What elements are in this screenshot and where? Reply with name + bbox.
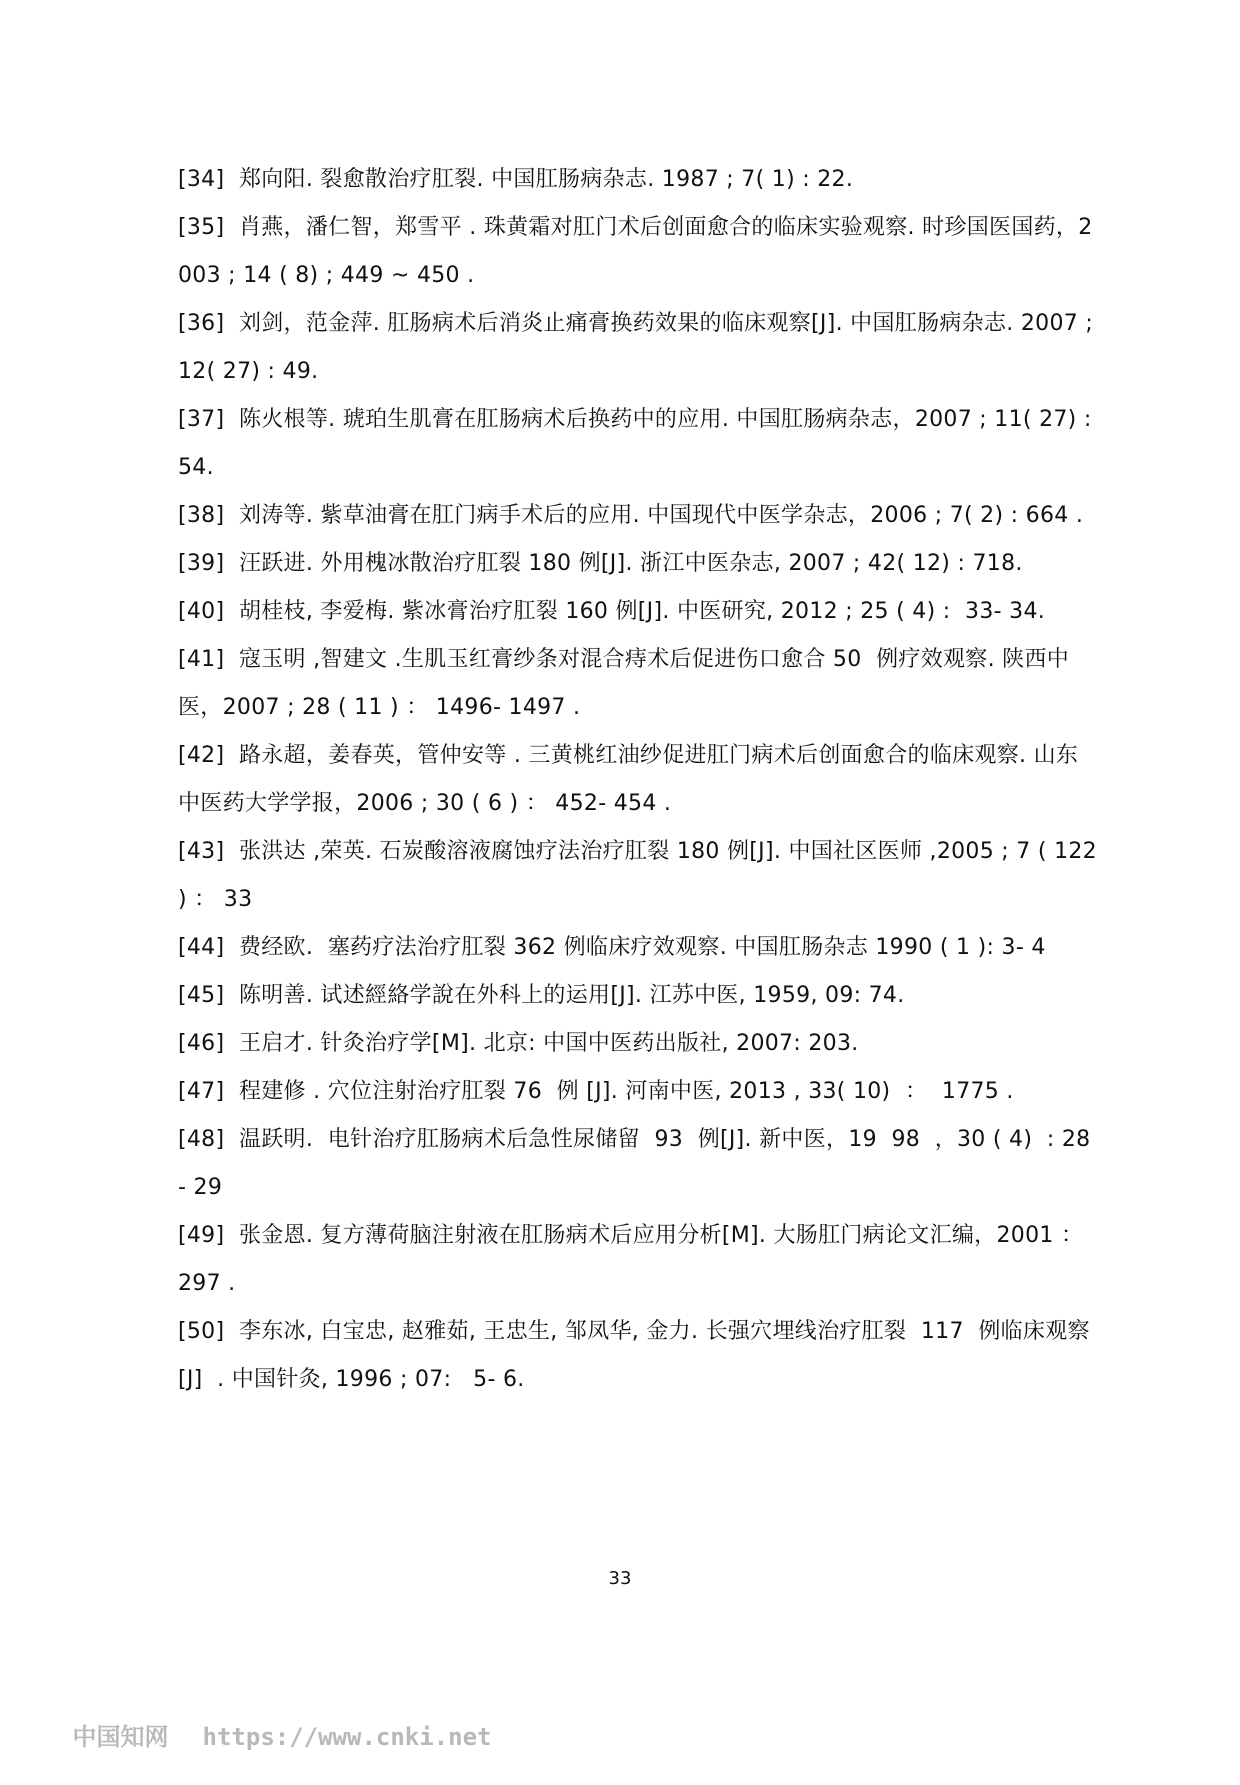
reference-item: [42] 路永超，姜春英，管仲安等 . 三黄桃红油纱促进肛门病术后创面愈合的临床观察. 山东中医药大学学报，2006 ; 30 ( 6 ) ： 452- 454 . <box>178 743 1079 816</box>
page-number: 33 <box>608 1568 632 1589</box>
reference-item: [46] 王启才. 针灸治疗学[M]. 北京: 中国中医药出版社, 2007: 203. <box>178 1031 859 1056</box>
reference-item: [39] 汪跃进. 外用槐冰散治疗肛裂 180 例[J]. 浙江中医杂志, 2007 ; 42( 12) : 718. <box>178 551 1023 576</box>
reference-item: [35] 肖燕，潘仁智，郑雪平 . 珠黄霜对肛门术后创面愈合的临床实验观察. 时珍国医国药，2003 ; 14 ( 8) ; 449 ~ 450 . <box>178 215 1093 288</box>
reference-item: [38] 刘涛等. 紫草油膏在肛门病手术后的应用. 中国现代中医学杂志，2006 ; 7( 2) : 664 . <box>178 503 1084 528</box>
reference-item: [40] 胡桂枝, 李爱梅. 紫冰膏治疗肛裂 160 例[J]. 中医研究, 2012 ; 25 ( 4) : 33- 34. <box>178 599 1046 624</box>
reference-item: [43] 张洪达 ,荣英. 石炭酸溶液腐蚀疗法治疗肛裂 180 例[J]. 中国社区医师 ,2005 ; 7 ( 122 ) ： 33 <box>178 839 1105 912</box>
reference-item: [44] 费经欧. 塞药疗法治疗肛裂 362 例临床疗效观察. 中国肛肠杂志 1990 ( 1 ): 3- 4 <box>178 935 1046 960</box>
reference-list <box>178 156 1105 1404</box>
watermark <box>42 1689 492 1785</box>
watermark-site-name: 中国知网 <box>72 1723 169 1751</box>
reference-item: [45] 陈明善. 试述經絡学說在外科上的运用[J]. 江苏中医, 1959, 09: 74. <box>178 983 905 1008</box>
reference-item: [34] 郑向阳. 裂愈散治疗肛裂. 中国肛肠病杂志. 1987 ; 7( 1) : 22. <box>178 167 854 192</box>
reference-item: [37] 陈火根等. 琥珀生肌膏在肛肠病术后换药中的应用. 中国肛肠病杂志，2007 ; 11( 27) : 54. <box>178 407 1099 480</box>
reference-item: [48] 温跃明. 电针治疗肛肠病术后急性尿储留 93 例[J]. 新中医，19 98 ，30 ( 4) : 28- 29 <box>178 1127 1091 1200</box>
reference-item: [49] 张金恩. 复方薄荷脑注射液在肛肠病术后应用分析[M]. 大肠肛门病论文汇编，2001 ： 297 . <box>178 1223 1098 1296</box>
watermark-url: https://www.cnki.net <box>202 1723 492 1751</box>
reference-item: [36] 刘剑，范金萍. 肛肠病术后消炎止痛膏换药效果的临床观察[J]. 中国肛肠病杂志. 2007 ; 12( 27) : 49. <box>178 311 1101 384</box>
reference-item: [50] 李东冰, 白宝忠, 赵雅茹, 王忠生, 邹凤华, 金力. 长强穴埋线治疗肛裂 117 例临床观察[J] . 中国针灸, 1996 ; 07: 5- 6. <box>178 1319 1090 1392</box>
reference-item: [47] 程建修 . 穴位注射治疗肛裂 76 例 [J]. 河南中医, 2013 , 33( 10) ： 1775 . <box>178 1079 1014 1104</box>
reference-item: [41] 寇玉明 ,智建文 .生肌玉红膏纱条对混合痔术后促进伤口愈合 50 例疗效观察. 陕西中医，2007 ; 28 ( 11 ) ： 1496- 1497 . <box>178 647 1070 720</box>
